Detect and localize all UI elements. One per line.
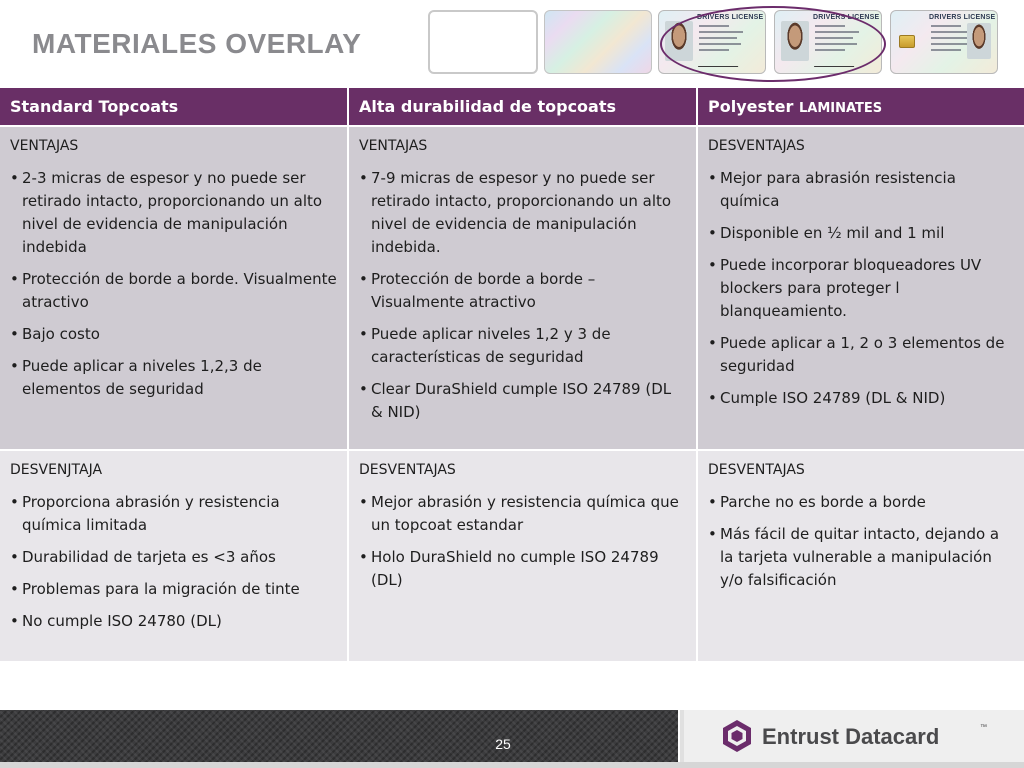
card-header-text: DRIVERS LICENSE bbox=[697, 14, 764, 21]
bullet-list bbox=[708, 491, 1014, 592]
list-item: • No cumple ISO 24780 (DL) bbox=[10, 610, 337, 633]
list-item: • Más fácil de quitar intacto, dejando a la tarjeta vulnerable a manipulación y/o falsificación bbox=[708, 523, 1014, 592]
header-polyester: Polyester bbox=[708, 97, 799, 116]
trademark-symbol: ™ bbox=[980, 724, 987, 731]
brand-logo bbox=[680, 710, 1024, 762]
list-item: • Puede aplicar niveles 1,2 y 3 de características de seguridad bbox=[359, 323, 686, 369]
list-item: • Cumple ISO 24789 (DL & NID) bbox=[708, 387, 1014, 410]
highlight-oval bbox=[660, 6, 886, 82]
list-item: • 7-9 micras de espesor y no puede ser retirado intacto, proporcionando un alto nivel de evidencia de manipulación indebida. bbox=[359, 167, 686, 259]
section-heading: DESVENJTAJA bbox=[10, 462, 103, 478]
slide-title: MATERIALES OVERLAY bbox=[32, 28, 362, 59]
section-heading: DESVENTAJAS bbox=[708, 138, 805, 154]
bullet-list bbox=[708, 167, 1014, 410]
bullet-list bbox=[359, 167, 686, 424]
list-item: • Mejor abrasión y resistencia química que un topcoat estandar bbox=[359, 491, 686, 537]
card-header-text: DRIVERS LICENSE bbox=[813, 14, 880, 21]
list-item: • Protección de borde a borde. Visualmente atractivo bbox=[10, 268, 337, 314]
bullet-list bbox=[359, 491, 686, 592]
header-polyester-laminates bbox=[698, 88, 1024, 127]
table-cell bbox=[0, 451, 349, 663]
table-cell bbox=[0, 127, 349, 451]
table-cell bbox=[698, 451, 1024, 663]
table-row bbox=[0, 451, 1024, 663]
list-item: • Puede incorporar bloqueadores UV blockers para proteger l blanqueamiento. bbox=[708, 254, 1014, 323]
section-heading: VENTAJAS bbox=[359, 138, 428, 154]
table-header-row bbox=[0, 88, 1024, 127]
id-card-chip-image bbox=[890, 10, 998, 74]
bullet-list bbox=[10, 167, 337, 401]
bullet-list bbox=[10, 491, 337, 633]
header-alta-durabilidad: Alta durabilidad de topcoats bbox=[349, 88, 698, 127]
header-laminates: LAMINATES bbox=[798, 101, 883, 116]
section-heading: VENTAJAS bbox=[10, 138, 79, 154]
card-photo bbox=[967, 23, 991, 59]
list-item: • Puede aplicar a niveles 1,2,3 de elementos de seguridad bbox=[10, 355, 337, 401]
brand-name: Entrust Datacard bbox=[762, 724, 940, 749]
chip-icon bbox=[899, 35, 915, 48]
table-cell bbox=[698, 127, 1024, 451]
card-header-text: DRIVERS LICENSE bbox=[929, 14, 996, 21]
section-heading: DESVENTAJAS bbox=[708, 462, 805, 478]
list-item: • 2-3 micras de espesor y no puede ser retirado intacto, proporcionando un alto nivel de evidencia de manipulación indebida bbox=[10, 167, 337, 259]
list-item: • Durabilidad de tarjeta es <3 años bbox=[10, 546, 337, 569]
list-item: • Clear DuraShield cumple ISO 24789 (DL & NID) bbox=[359, 378, 686, 424]
hexagon-logo-icon bbox=[722, 719, 752, 753]
table-cell bbox=[349, 127, 698, 451]
card-images bbox=[428, 8, 1008, 76]
list-item: • Disponible en ½ mil and 1 mil bbox=[708, 222, 1014, 245]
holographic-card-image bbox=[544, 10, 652, 74]
list-item: • Proporciona abrasión y resistencia química limitada bbox=[10, 491, 337, 537]
section-heading: DESVENTAJAS bbox=[359, 462, 456, 478]
page-number: 25 bbox=[495, 736, 511, 752]
list-item: • Protección de borde a borde – Visualmente atractivo bbox=[359, 268, 686, 314]
list-item: • Problemas para la migración de tinte bbox=[10, 578, 337, 601]
blank-card-image bbox=[428, 10, 538, 74]
table-cell bbox=[349, 451, 698, 663]
bottom-strip bbox=[0, 762, 1024, 768]
list-item: • Puede aplicar a 1, 2 o 3 elementos de seguridad bbox=[708, 332, 1014, 378]
list-item: • Bajo costo bbox=[10, 323, 337, 346]
comparison-table bbox=[0, 88, 1024, 663]
header-standard-topcoats: Standard Topcoats bbox=[0, 88, 349, 127]
list-item: • Holo DuraShield no cumple ISO 24789 (DL) bbox=[359, 546, 686, 592]
table-row bbox=[0, 127, 1024, 451]
list-item: • Mejor para abrasión resistencia química bbox=[708, 167, 1014, 213]
list-item: • Parche no es borde a borde bbox=[708, 491, 1014, 514]
